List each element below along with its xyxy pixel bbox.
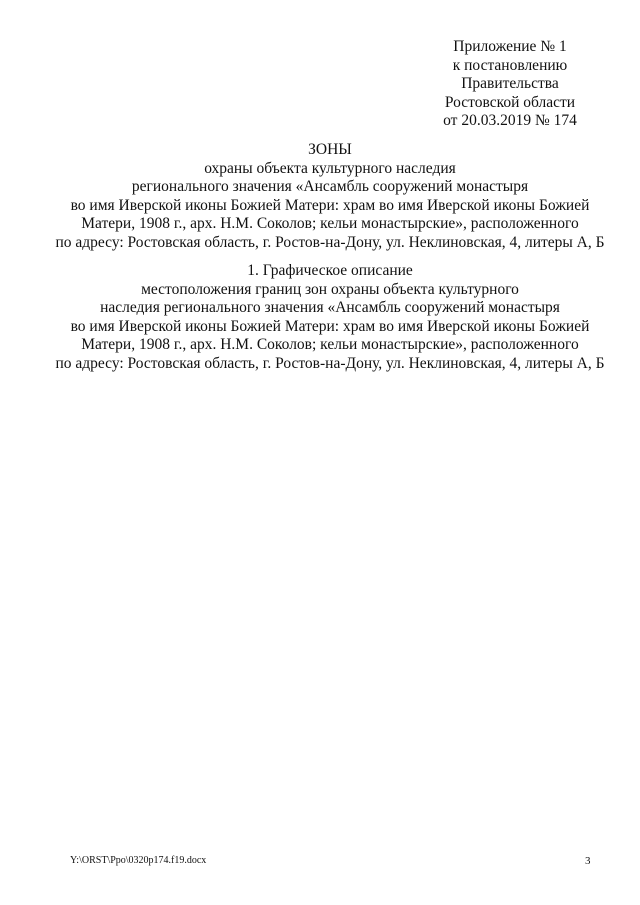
- appendix-line: Правительства: [461, 75, 559, 93]
- section-line: наследия регионального значения «Ансамбль сооружений монастыря: [100, 299, 560, 317]
- appendix-line: Ростовской области: [444, 93, 576, 111]
- title-line: Матери, 1908 г., арх. Н.М. Соколов; кельи монастырские», расположенного: [81, 215, 579, 233]
- section-line: Матери, 1908 г., арх. Н.М. Соколов; кельи монастырские», расположенного: [81, 336, 579, 354]
- appendix-line: Приложение № 1: [453, 38, 567, 55]
- footer-file-path: Y:\ORST\Ppo\0320p174.f19.docx: [70, 855, 207, 866]
- footer-page-number: 3: [585, 855, 591, 867]
- section-line: по адресу: Ростовская область, г. Ростов-на-Дону, ул. Неклиновская, 4, литеры А, Б: [55, 354, 605, 372]
- appendix-line: от 20.03.2019 № 174: [443, 112, 577, 130]
- title-line: охраны объекта культурного наследия: [204, 159, 456, 177]
- section-line: во имя Иверской иконы Божией Матери: храм во имя Иверской иконы Божией: [70, 317, 590, 335]
- title-line: во имя Иверской иконы Божией Матери: храм во имя Иверской иконы Божией: [70, 196, 590, 214]
- appendix-header: [412, 38, 608, 131]
- section-heading: 1. Графическое описание: [247, 262, 413, 279]
- document-title: [40, 141, 620, 253]
- title-line: регионального значения «Ансамбль сооружений монастыря: [131, 178, 529, 196]
- appendix-line: к постановлению: [452, 56, 568, 74]
- title-line: по адресу: Ростовская область, г. Ростов-на-Дону, ул. Неклиновская, 4, литеры А, Б: [55, 233, 605, 251]
- title-heading: ЗОНЫ: [308, 141, 352, 158]
- section-line: местоположения границ зон охраны объекта культурного: [141, 280, 519, 298]
- section-graphic-description: [40, 262, 620, 374]
